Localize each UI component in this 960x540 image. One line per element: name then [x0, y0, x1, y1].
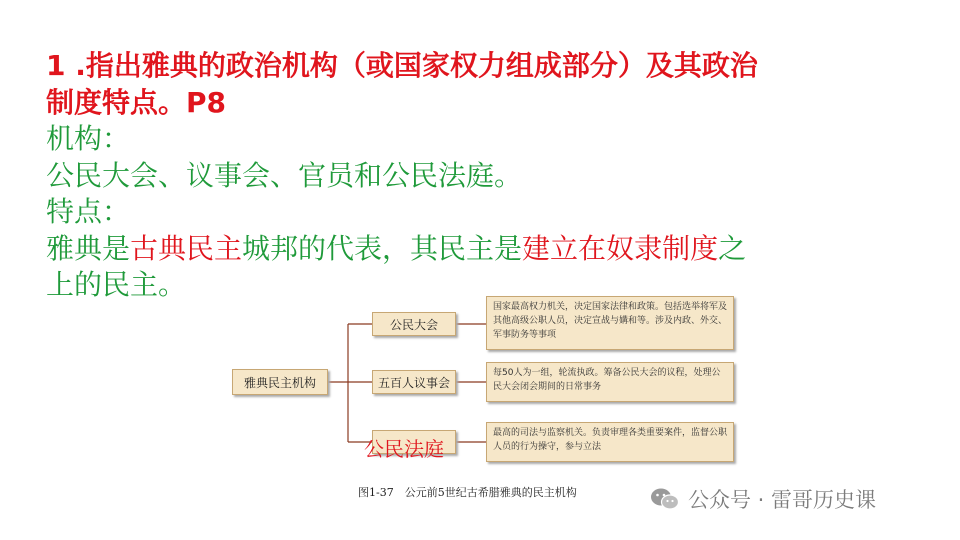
tedian-seg-3: 城邦的代表，其民主是 — [242, 231, 523, 265]
question-line-1: 1 .指出雅典的政治机构（或国家权力组成部分）及其政治 — [46, 49, 758, 82]
court-overlay-label: 公民法庭 — [364, 437, 444, 461]
tedian-answer-line-2: 上的民主。 — [46, 268, 187, 301]
tedian-answer-line-1 — [46, 231, 866, 268]
watermark — [650, 484, 876, 514]
question-line-2: 制度特点。P8 — [46, 85, 227, 119]
watermark-text: 公众号 · 雷哥历史课 — [688, 488, 877, 512]
democracy-diagram — [228, 290, 748, 510]
desc-citizen-assembly: 国家最高权力机关，决定国家法律和政策。包括选举将军及其他高级公职人员，决定宣战与媾和等。涉及内政、外交、军事防务等事项 — [486, 296, 734, 350]
tedian-label: 特点： — [46, 195, 131, 228]
desc-court: 最高的司法与监察机关。负责审理各类重要案件，监督公职人员的行为操守，参与立法 — [486, 422, 734, 462]
node-citizen-assembly: 公民大会 — [372, 312, 456, 336]
slide-text — [46, 48, 866, 304]
tedian-seg-2: 古典民主 — [130, 231, 243, 265]
jigou-label: 机构： — [46, 122, 131, 155]
tedian-seg-1: 雅典是 — [46, 231, 131, 265]
wechat-icon — [650, 486, 680, 512]
root-node: 雅典民主机构 — [232, 369, 328, 395]
tedian-seg-6: 之 — [718, 231, 747, 265]
tedian-seg-5: 奴隶制度 — [606, 231, 719, 265]
tedian-seg-4: 建立在 — [522, 231, 607, 265]
desc-council-500: 每50人为一组，轮流执政。筹备公民大会的议程，处理公民大会闭会期间的日常事务 — [486, 362, 734, 402]
jigou-answer: 公民大会、议事会、官员和公民法庭。 — [46, 158, 523, 192]
node-council-500: 五百人议事会 — [372, 370, 456, 394]
figure-caption: 图1-37 公元前5世纪古希腊雅典的民主机构 — [358, 486, 577, 499]
